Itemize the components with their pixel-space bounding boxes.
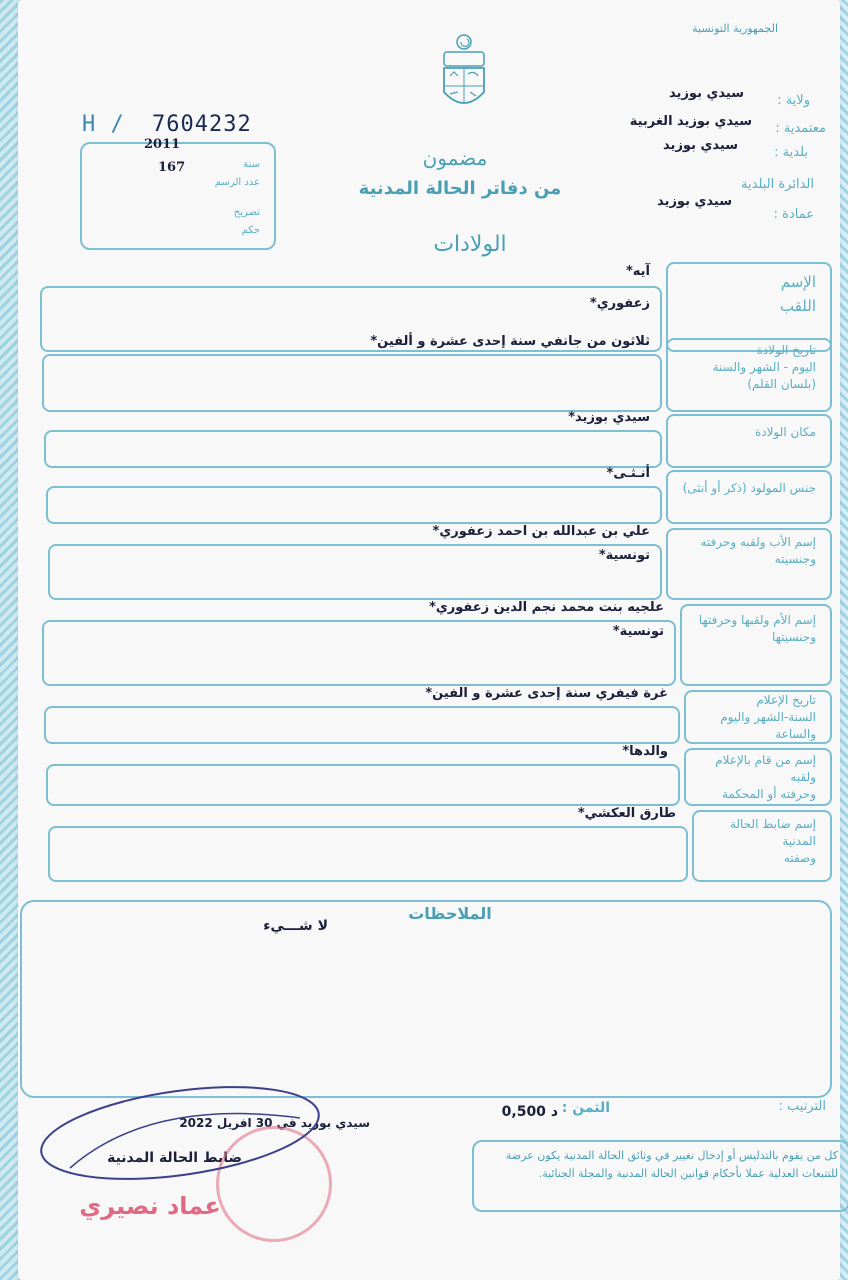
field-value: تونسية* (598, 548, 650, 563)
field-value-box (44, 706, 680, 744)
field-value: زعفوري* (589, 296, 650, 311)
price-value: 0,500 د (501, 1104, 558, 1120)
remarks-value: لا شـــيء (263, 918, 328, 934)
field-value-box (46, 486, 662, 524)
remarks-box (20, 900, 832, 1098)
field-label: جنس المولود (ذكر أو أنثى) (682, 481, 816, 495)
field-label: إسم الأب ولقبه وحرفته وجنسيته (700, 535, 816, 566)
field-label-box (666, 470, 832, 524)
municipal-circle-label: الدائرة البلدية (741, 177, 814, 192)
omada-label: عمادة : (773, 207, 814, 222)
municipal-circle-value: سيدي بوزيد (657, 194, 732, 209)
reference-number: 7604232 (152, 112, 252, 137)
field-label: تاريخ الإعلام السنة-الشهر واليوم والساعة (720, 693, 816, 741)
baladia-label: بلدية : (774, 145, 808, 160)
wilaya-value: سيدي بوزيد (669, 86, 744, 101)
remarks-title: الملاحظات (408, 904, 492, 923)
serial-label: الترتيب : (778, 1099, 826, 1114)
officer-title: ضابط الحالة المدنية (107, 1150, 242, 1166)
field-value: تونسية* (612, 624, 664, 639)
field-value: والدها* (622, 744, 668, 759)
field-label-box (666, 414, 832, 468)
act-year: 2011 (144, 137, 181, 152)
reference-side-label-1: سنة (243, 159, 260, 170)
reference-side-label-4: حكم (241, 225, 260, 236)
field-value: غرة فيفري سنة إحدى عشرة و الفين* (425, 686, 668, 701)
field-value: طارق العكشي* (577, 806, 676, 821)
field-label: مكان الولادة (754, 425, 816, 439)
coat-of-arms-emblem (436, 32, 492, 116)
field-value: آيه* (625, 264, 650, 279)
field-label: إسم ضابط الحالة المدنية وصفته (729, 817, 816, 865)
section-title-births: الولادات (433, 232, 507, 257)
field-value-box (48, 826, 688, 882)
document-title-line2: من دفاتر الحالة المدنية (358, 178, 562, 199)
reference-prefix: H / (82, 112, 125, 137)
republic-heading: الجمهورية التونسية (692, 22, 778, 35)
act-number: 167 (158, 160, 186, 175)
reference-side-label-2: عدد الرسم (214, 177, 260, 188)
field-value: سيدي بوزيد* (568, 410, 650, 425)
field-value: ثلاثون من جانفي سنة إحدى عشرة و ألفين* (370, 334, 650, 349)
reference-side-label-3: تصريح (233, 207, 260, 218)
moutamadia-label: معتمدية : (775, 121, 826, 136)
price-label: الثمن : (561, 1100, 610, 1116)
signature-scribble (30, 1078, 330, 1188)
field-value-box (48, 544, 662, 600)
officer-signature-name: عماد نصيري (79, 1192, 221, 1220)
moutamadia-value: سيدي بوزيد الغربية (629, 114, 752, 129)
field-label: تاريخ الولادة اليوم - الشهر والسنة (بلسان القلم) (712, 343, 816, 391)
field-label: إسم من قام بالإعلام ولقبه وحرفته أو المحكمة (715, 753, 816, 801)
field-value-box (42, 620, 676, 686)
field-value: علي بن عبدالله بن احمد زعفوري* (432, 524, 650, 539)
field-label: إسم الأم ولقبها وحرفتها وجنسيتها (698, 613, 816, 644)
issue-place-date: سيدي بوزيد في 30 افريل 2022 (179, 1116, 370, 1130)
legal-warning-text: كل من يقوم بالتدليس أو إدخال تغيير في وثائق الحالة المدنية يكون عرضة للتتبعات العدلية عملا بأحكام قوانين الحالة المدنية والمجلة الجنائية. (505, 1149, 838, 1180)
wilaya-label: ولاية : (777, 93, 810, 108)
field-value: أنـثـى* (606, 466, 650, 481)
field-value: علجيه بنت محمد نجم الدين زعفوري* (429, 600, 664, 615)
baladia-value: سيدي بوزيد (663, 138, 738, 153)
field-value-box (42, 354, 662, 412)
field-value-box (46, 764, 680, 806)
document-title-line1: مضمون (422, 146, 488, 170)
field-value-box (44, 430, 662, 468)
field-label: الإسم اللقب (779, 273, 816, 315)
